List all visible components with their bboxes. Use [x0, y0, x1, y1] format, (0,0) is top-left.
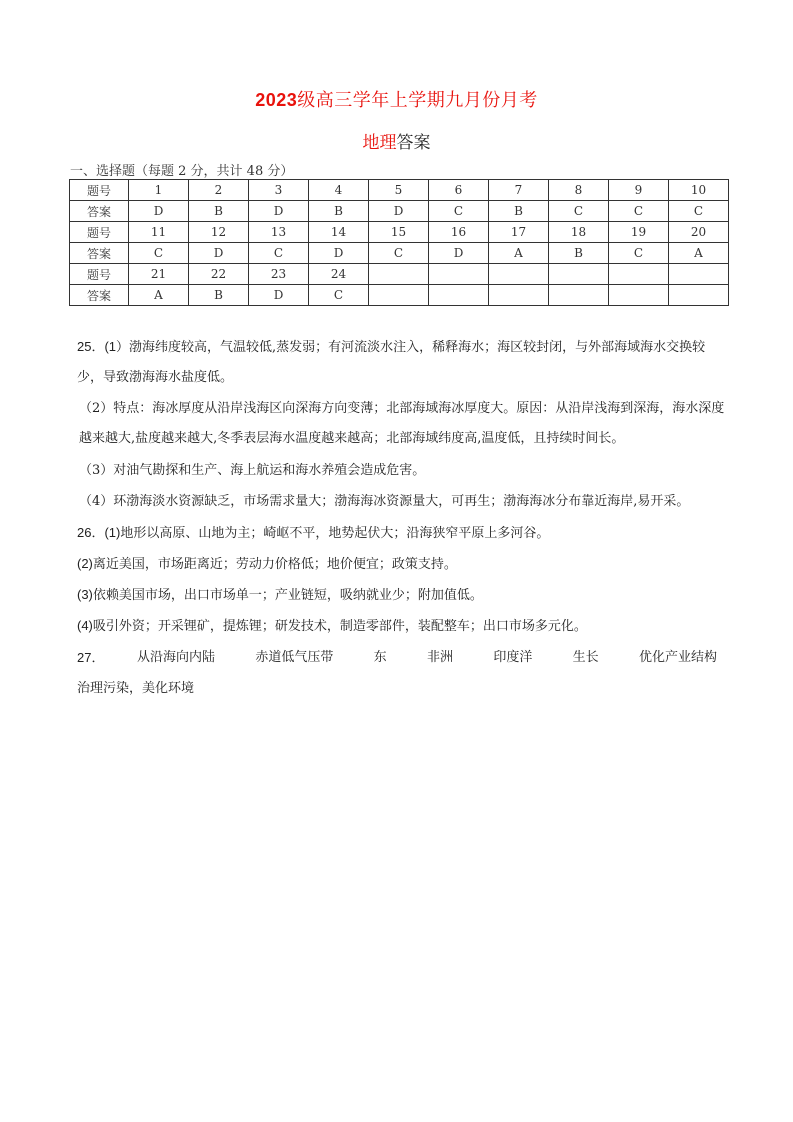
answer-cell: A — [129, 285, 189, 306]
q27-last-answer: 治理污染，美化环境 — [77, 681, 195, 696]
answer-cell: C — [249, 243, 309, 264]
answer-cell: D — [249, 201, 309, 222]
row-label: 题号 — [70, 180, 129, 201]
q25-part4: （4）环渤海淡水资源缺乏，市场需求量大；渤海海冰资源量大，可再生；渤海海冰分布靠近海岸,易开采。 — [79, 494, 690, 509]
q26-part2: (2)离近美国，市场距离近；劳动力价格低；地价便宜；政策支持。 — [77, 556, 457, 572]
row-label: 答案 — [70, 201, 129, 222]
answer-cell: D — [249, 285, 309, 306]
answer-cell: D — [309, 243, 369, 264]
title-year: 2023 — [255, 90, 298, 110]
question-number-cell: 7 — [489, 180, 549, 201]
q26-part1: 26．(1)地形以高原、山地为主；崎岖不平，地势起伏大；沿海狭窄平原上多河谷。 — [77, 525, 550, 541]
answer-cell: C — [429, 201, 489, 222]
answer-cell: B — [489, 201, 549, 222]
answer-cell: D — [369, 201, 429, 222]
question-number-cell: 9 — [609, 180, 669, 201]
question-number-cell: 14 — [309, 222, 369, 243]
answer-row — [70, 285, 729, 306]
row-label: 题号 — [70, 222, 129, 243]
answer-cell: C — [549, 201, 609, 222]
answer-cell: C — [669, 201, 729, 222]
question-number-cell — [369, 264, 429, 285]
answer-cell — [429, 285, 489, 306]
question-number-cell: 11 — [129, 222, 189, 243]
question-number-cell: 10 — [669, 180, 729, 201]
subtitle-subject: 地理 — [362, 133, 397, 153]
q27-number: 27． — [77, 650, 105, 665]
q27-answers — [77, 643, 737, 673]
q25-part3: （3）对油气勘探和生产、海上航运和海水养殖会造成危害。 — [79, 463, 426, 478]
q27-blank-answer: 赤道低气压带 — [255, 650, 334, 665]
q26-part4: (4)吸引外资；开采锂矿，提炼锂；研发技术，制造零部件，装配整车；出口市场多元化。 — [77, 618, 587, 634]
question-number-cell: 13 — [249, 222, 309, 243]
answer-cell: C — [609, 201, 669, 222]
answer-cell: B — [189, 285, 249, 306]
question-number-cell: 4 — [309, 180, 369, 201]
question-number-cell: 21 — [129, 264, 189, 285]
question-number-cell: 19 — [609, 222, 669, 243]
question-number-cell: 20 — [669, 222, 729, 243]
question-number-cell: 8 — [549, 180, 609, 201]
q25-part2: （2）特点：海冰厚度从沿岸浅海区向深海方向变薄；北部海域海冰厚度大。原因：从沿岸浅海到深海，海水深度越来越大,盐度越来越大,冬季表层海水温度越来越高；北部海域纬度高,温度低，且持续时间长。 — [79, 401, 725, 446]
answer-cell: B — [309, 201, 369, 222]
question-number-cell: 3 — [249, 180, 309, 201]
q27-blank-answer: 从沿海向内陆 — [137, 650, 216, 665]
q27-blank-answer: 非洲 — [426, 650, 453, 665]
q27-blank-list — [137, 643, 717, 673]
answer-cell: B — [549, 243, 609, 264]
answer-table — [69, 179, 729, 306]
row-label: 题号 — [70, 264, 129, 285]
question-number-row — [70, 222, 729, 243]
row-label: 答案 — [70, 285, 129, 306]
answer-cell: A — [669, 243, 729, 264]
answer-cell: D — [129, 201, 189, 222]
question-number-cell: 22 — [189, 264, 249, 285]
question-number-row — [70, 180, 729, 201]
question-number-cell: 6 — [429, 180, 489, 201]
exam-title — [0, 86, 793, 112]
q25-number: 25． — [77, 339, 105, 354]
subtitle-text: 答案 — [396, 133, 431, 153]
answer-cell: D — [189, 243, 249, 264]
title-text: 级高三学年上学期九月份月考 — [297, 90, 538, 111]
question-number-cell: 18 — [549, 222, 609, 243]
q26-number: 26． — [77, 525, 105, 540]
question-number-cell: 23 — [249, 264, 309, 285]
question-number-row — [70, 264, 729, 285]
question-number-cell — [489, 264, 549, 285]
row-label: 答案 — [70, 243, 129, 264]
question-number-cell — [429, 264, 489, 285]
question-number-cell — [669, 264, 729, 285]
exam-subtitle — [0, 128, 793, 153]
answer-cell: B — [189, 201, 249, 222]
question-number-cell — [609, 264, 669, 285]
section-1-heading: 一、选择题（每题 2 分，共计 48 分） — [70, 164, 294, 179]
question-number-cell: 15 — [369, 222, 429, 243]
question-number-cell — [549, 264, 609, 285]
q27-blank-answer: 优化产业结构 — [638, 650, 717, 665]
answer-cell: A — [489, 243, 549, 264]
question-number-cell: 2 — [189, 180, 249, 201]
answer-row — [70, 201, 729, 222]
answer-cell: C — [309, 285, 369, 306]
q27-blank-answer: 印度洋 — [493, 650, 533, 665]
q27-blank-answer: 东 — [373, 650, 387, 665]
answer-row — [70, 243, 729, 264]
answer-cell: C — [609, 243, 669, 264]
answer-cell — [549, 285, 609, 306]
question-number-cell: 1 — [129, 180, 189, 201]
answer-cell — [669, 285, 729, 306]
answer-cell — [489, 285, 549, 306]
answer-cell: D — [429, 243, 489, 264]
answer-cell — [369, 285, 429, 306]
question-number-cell: 16 — [429, 222, 489, 243]
q27-blank-answer: 生长 — [572, 650, 599, 665]
question-number-cell: 17 — [489, 222, 549, 243]
answer-cell: C — [129, 243, 189, 264]
answer-cell: C — [369, 243, 429, 264]
question-number-cell: 5 — [369, 180, 429, 201]
q25-part1: 25．(1）渤海纬度较高，气温较低,蒸发弱；有河流淡水注入，稀释海水；海区较封闭，与外部海域海水交换较少，导致渤海海水盐度低。 — [77, 339, 706, 385]
q26-part3: (3)依赖美国市场，出口市场单一；产业链短，吸纳就业少；附加值低。 — [77, 587, 483, 603]
question-number-cell: 24 — [309, 264, 369, 285]
question-number-cell: 12 — [189, 222, 249, 243]
answer-cell — [609, 285, 669, 306]
